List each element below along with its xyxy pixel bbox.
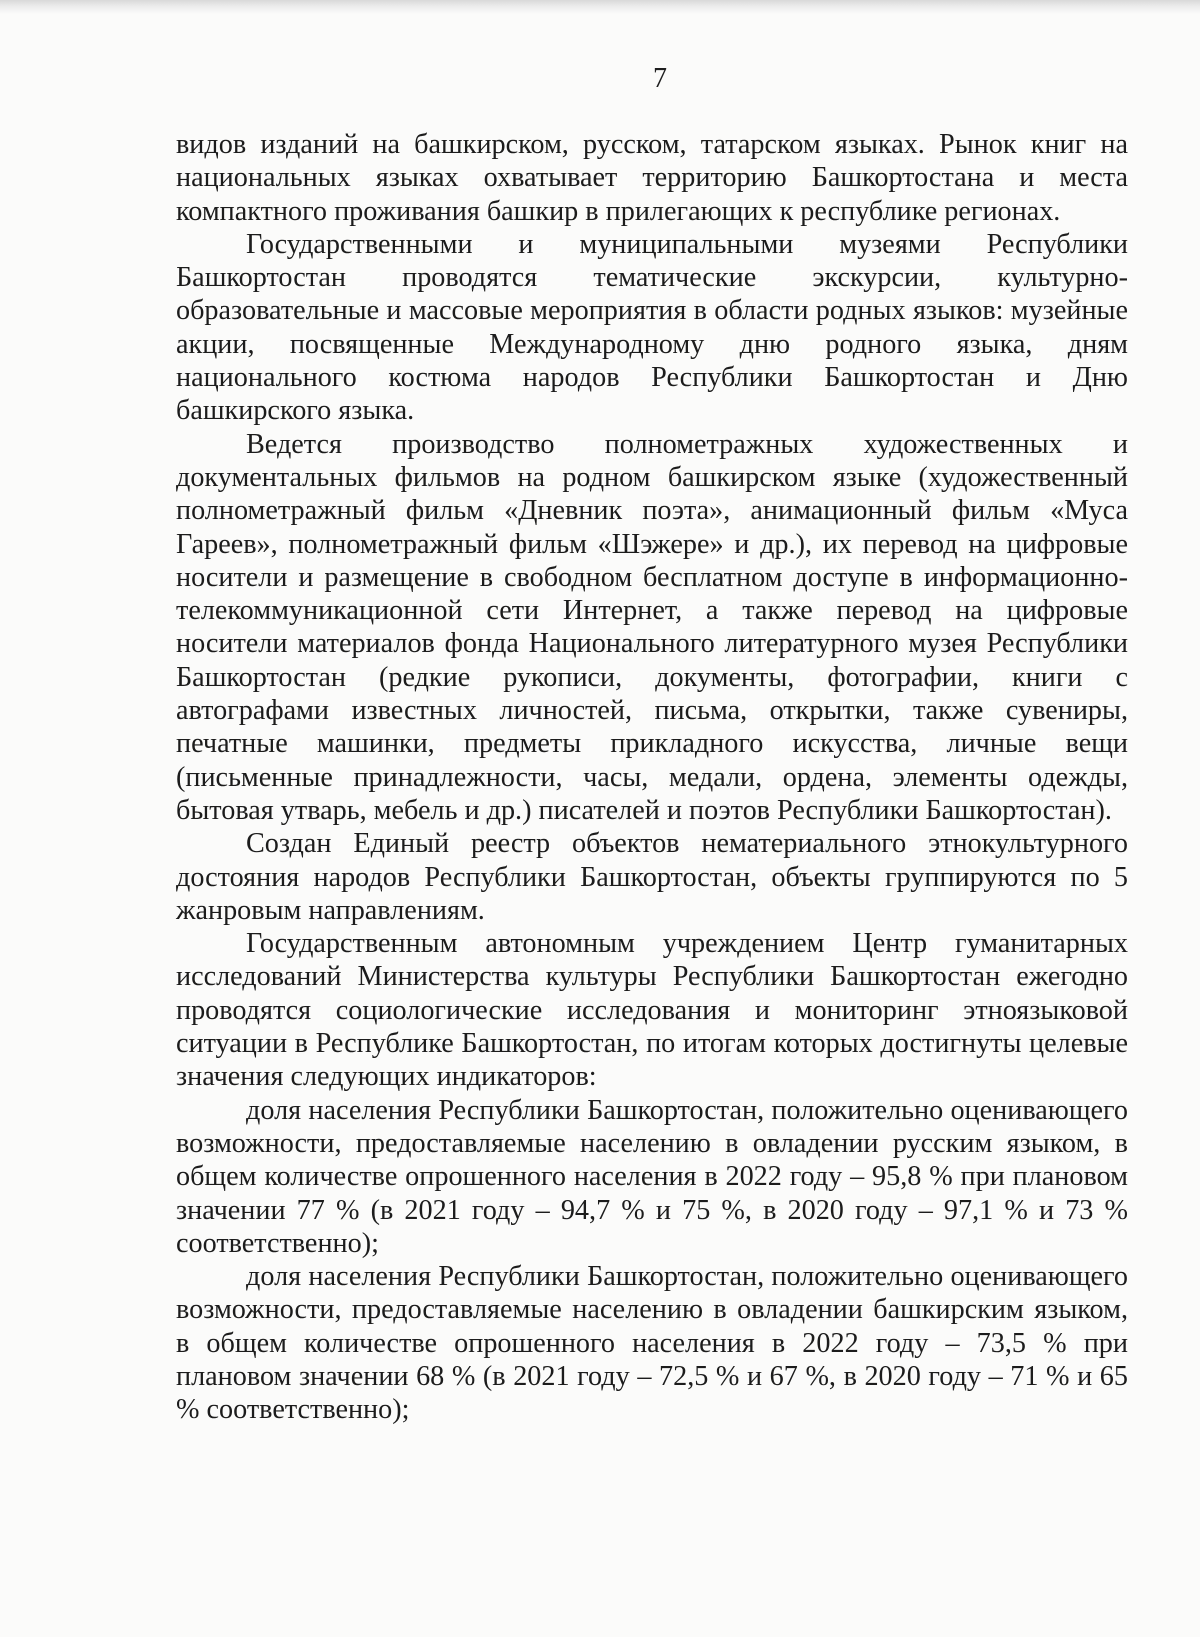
paragraph-registry: Создан Единый реестр объектов нематериального этнокультурного достояния народов Республики Башкортостан, объекты группируются по 5 жанровым направлениям. [176,828,1128,926]
paragraph-indicator-bashkir: доля населения Республики Башкортостан, положительно оценивающего возможности, предоставляемые населению в овладении башкирским языком, в общем количестве опрошенного населения в 2022 году – 73,5 % при плановом значении 68 % (в 2021 году – 72,5 % и 67 %, в 2020 году – 71 % и 65 % соответственно); [176,1261,1128,1426]
paragraph-indicator-russian: доля населения Республики Башкортостан, положительно оценивающего возможности, предоставляемые населению в овладении русским языком, в общем количестве опрошенного населения в 2022 году – 95,8 % при плановом значении 77 % (в 2021 году – 94,7 % и 75 %, в 2020 году – 97,1 % и 73 % соответственно); [176,1094,1128,1259]
paragraph-museums: Государственными и муниципальными музеями Республики Башкортостан проводятся тематические экскурсии, культурно-образовательные и массовые мероприятия в области родных языков: музейные акции, посвященные Международному дню родного языка, дням национального костюма народов Республики Башкортостан и Дню башкирского языка. [176,228,1128,427]
paragraph-films: Ведется производство полнометражных художественных и документальных фильмов на родном башкирском языке (художественный полнометражный фильм «Дневник поэта», анимационный фильм «Муса Гареев», полнометражный фильм «Шэжере» и др.), их перевод на цифровые носители и размещение в свободном бесплатном доступе в информационно-телекоммуникационной сети Интернет, а также перевод на цифровые носители материалов фонда Национального литературного музея Республики Башкортостан (редкие рукописи, документы, фотографии, книги с автографами известных личностей, письма, открытки, также сувениры, печатные машинки, предметы прикладного искусства, личные вещи (письменные принадлежности, часы, медали, ордена, элементы одежды, бытовая утварь, мебель и др.) писателей и поэтов Республики Башкортостан). [176,428,1128,826]
paragraph-research: Государственным автономным учреждением Центр гуманитарных исследований Министерства культуры Республики Башкортостан ежегодно проводятся социологические исследования и мониторинг этноязыковой ситуации в Республике Башкортостан, по итогам которых достигнуты целевые значения следующих индикаторов: [176,928,1128,1093]
document-body [176,128,1128,1427]
scan-edge-shadow [0,0,1200,14]
page-number: 7 [653,63,667,94]
paragraph-continuation: видов изданий на башкирском, русском, татарском языках. Рынок книг на национальных языках охватывает территорию Башкортостана и места компактного проживания башкир в прилегающих к республике регионах. [176,129,1128,227]
